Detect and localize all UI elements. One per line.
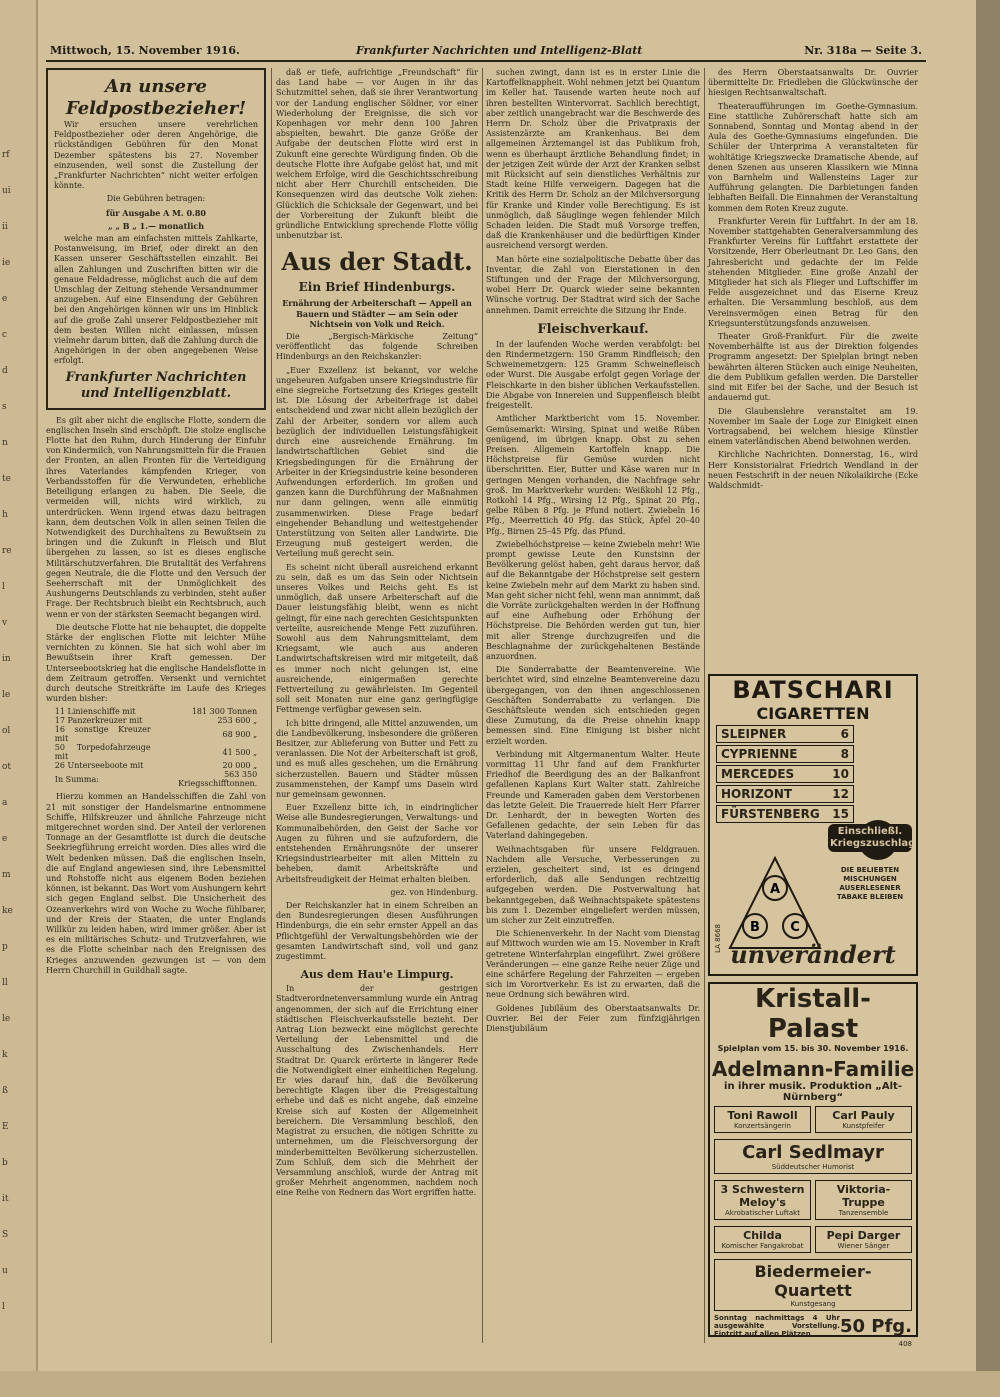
article-title-hindenburg: Ein Brief Hindenburgs. xyxy=(298,280,456,295)
act-box xyxy=(714,1226,811,1253)
act-box xyxy=(714,1106,811,1133)
act-name: Pepi Darger xyxy=(826,1229,901,1242)
section-title-aus-der-stadt: Aus der Stadt. xyxy=(281,247,473,277)
table-cell: In Summa: xyxy=(54,774,99,784)
edge-fragment: it xyxy=(2,1194,9,1204)
col1-body-3: Hierzu kommen an Handelsschiffen die Zahl von 21 mit sonstiger der Handelsmarine entnommene Schiffe, Hilfskreuzer und ähnliche Fahrzeuge nicht mitgerechnet worden sind. Der Anteil der verlorenen Tonnage an der Gesamtflotte ist durch die deutsche Seekriegführung erreicht worden. Dies alles wird die Welt bedenken müssen. Daß die englischen Inseln, die auf England angewiesen sind, ihre Lebensmittel und Rohstoffe nicht aus eigenem Boden beziehen können, ist bekannt. Das Wort vom Aushungern kehrt sich gegen England selbst. Die Unsicherheit des Ozeanverkehrs wird von Woche zu Woche fühlbarer, und der Kreis der Staaten, die unter Englands Willkür zu leiden haben, wird immer größer. Aber ist es ein militärisches Schutz- und Trutzverfahren, wie es die Flotte scheinbar nach den Ereignissen des Krieges anzuwenden gezwungen ist — von dem Herrn Churchill in Guildhall sagte. xyxy=(46,792,266,975)
edge-fragment: in xyxy=(2,654,11,664)
brand-price: 8 xyxy=(840,747,849,761)
act-closing xyxy=(714,1259,912,1311)
edge-fragment: S xyxy=(2,1230,9,1240)
col3-p3: In der laufenden Woche werden verabfolgt: bei den Rindermetzgern: 150 Gramm Rindfleisch; den Schweinemetzgern: 125 Gramm Schweinefleisch oder Wurst. Die Ausgabe erfolgt gegen Vorlage der Fleischkarte in den bisher üblichen Verkaufsstellen. Die Abgabe von Innereien und Suppenfleisch bleibt freigestellt. xyxy=(486,339,700,411)
page-header xyxy=(46,40,926,62)
table-cell: 41 500 „ xyxy=(222,747,258,757)
edge-fragment: c xyxy=(2,330,8,340)
emblem-letter: A xyxy=(769,882,781,897)
brand-price: 15 xyxy=(832,807,849,821)
act-name: Toni Rawoll xyxy=(727,1109,798,1122)
col3-p5: Zwiebelhöchstpreise — keine Zwiebeln mehr! Wie prompt gewisse Leute den Kunstsinn der Bevölkerung gelöst haben, geht daraus hervor, daß auf die Bekanntgabe der Höchstpreise seit gestern keine Zwiebeln mehr auf dem Markt zu haben sind. Man geht sicher nicht fehl, wenn man annimmt, daß die Vorräte zurückgehalten werden in der Hoffnung auf eine Aufhebung oder Erhöhung der Höchstpreise. Die Behörden werden gut tun, hier mit aller Strenge durchzugreifen und die Beschlagnahme der zurückgehaltenen Bestände anzuordnen. xyxy=(486,539,701,661)
table-row xyxy=(55,770,257,788)
brand-name: CYPRIENNE xyxy=(721,747,798,761)
act-box xyxy=(815,1180,912,1220)
act-sub: Wiener Sänger xyxy=(837,1242,890,1250)
brand-name: HORIZONT xyxy=(721,787,793,801)
kristall-palast-headline-sub: in ihrer musik. Produktion „Alt-Nürnberg“ xyxy=(724,1081,902,1103)
act-box xyxy=(815,1106,912,1133)
right-page-edge xyxy=(976,0,1000,1397)
kristall-palast-footer: Sonntag nachmittags 4 Uhr ausgewählte Vorstellung. Eintritt auf allen Plätzen xyxy=(714,1314,840,1338)
edge-fragment: b xyxy=(2,1158,8,1168)
edge-fragment: e xyxy=(2,834,8,844)
article-title-limpurg: Aus dem Hau'e Limpurg. xyxy=(300,968,454,982)
batschari-subtitle: CIGARETTEN xyxy=(756,704,870,723)
cigarette-brand-row xyxy=(716,765,854,783)
col3-p2: Man hörte eine sozialpolitische Debatte über das Inventar, die Zahl von Eierstationen in den Stiftungen und der Frage der Milchversorgung, wobei Herr Dr. Quarck wieder seine bekannten Wünsche vortrug. Der Stadtrat wird sich der Sache annehmen. Damit erreichte die Sitzung ihr Ende. xyxy=(486,254,700,315)
edge-fragment: m xyxy=(2,870,11,880)
edge-fragment: l xyxy=(2,1302,5,1312)
col2-p6: Der Reichskanzler hat in einem Schreiben an den Bundesregierungen diesen Ausführungen Hindenburgs, die ein sehr ernster Appell an das Pflichtgefühl der Verwaltungsbehörden wie der gesamten Landwirtschaft sind, voll und ganz zugestimmt. xyxy=(276,901,478,962)
col2-p1: Die „Bergisch-Märkische Zeitung“ veröffentlicht das folgende Schreiben Hindenburgs an den Reichskanzler: xyxy=(276,332,478,362)
emblem-letter: C xyxy=(790,920,800,935)
col2-intro: daß er tiefe, aufrichtige „Freundschaft“ für das Land habe — vor Augen in ihr das Schutzmittel sehen, daß sie ihrer Verantwortung vor der Landung englischer Söldner, vor einer Wiederholung der Ereignisse, die sich vor Kopenhagen vor mehr denn 100 Jahren abspielten, bewahrt. Die ganze Größe der Aufgabe der deutschen Flotte wird erst in Zukunft eine gerechte Würdigung finden. Ob die deutsche Flotte ihre Aufgabe gelöst hat, und mit welchem Erfolge, wird die Geschichtsschreibung nicht aber Herr Churchill entscheiden. Die Konsequenzen wird das deutsche Volk ziehen: Glücklich die Schicksale der Gegenwart, und bei der Vorbereitung der Zukunft bleibt die gründliche Entwicklung sprechende Flotte völlig unbenutzbar ist. xyxy=(276,68,478,241)
fee-label: Die Gebühren betragen: xyxy=(106,194,206,204)
batschari-footer: unverändert xyxy=(730,940,896,969)
edge-fragment: p xyxy=(2,942,8,952)
act-sub: Komischer Fangakrobat xyxy=(721,1242,804,1250)
brand-name: SLEIPNER xyxy=(721,727,787,741)
edge-fragment: ie xyxy=(2,258,11,268)
edge-fragment: ui xyxy=(2,186,11,196)
act-star xyxy=(714,1139,912,1174)
cigarette-brand-row xyxy=(716,745,854,763)
column-divider xyxy=(271,68,272,1343)
col3-p7: Verbindung mit Altgermanentum Walter. Heute vormittag 11 Uhr fand auf dem Frankfurter Friedhof die Beerdigung des an der Balkanfront gefallenen Kaplans Kurt Walter statt. Zahlreiche Freunde und Kameraden gaben dem Verstorbenen das letzte Geleit. Die Trauerrede hielt Herr Pfarrer Dr. Lenhardt, der in bewegten Worten des Gefallenen gedachte, der sein Leben für das Vaterland dahingegeben. xyxy=(486,749,700,841)
feldpost-notice-text-2: welche man am einfachsten mittels Zahlkarte, Postanweisung, im Brief, oder direkt an den Kassen unserer Geschäftsstellen einzahlt. Bei allen Zahlungen und Zuschriften bitten wir die genaue Feldadresse, möglichst auch die auf dem Umschlag der Zeitung stehende Versandnummer anzugeben. Auf eine Einsendung der Gebühren bei den Angehörigen können wir uns im Hinblick auf die große Zahl unserer Feldpostbezieher mit dem besten Willen nicht einlassen, müssen vielmehr darum bitten, daß die Zahlung durch die Angehörigen in der oben angegebenen Weise erfolgt. xyxy=(54,234,258,366)
col4-p6: Kirchliche Nachrichten. Donnerstag, 16., wird Herr Konsistorialrat Friedrich Wendland in der neuen Festschrift in der neuen Nikolaikirche (Ecke Waldschmidt- xyxy=(708,450,918,490)
header-masthead: Frankfurter Nachrichten und Intelligenz-Blatt xyxy=(356,44,643,57)
table-cell: 17 Panzerkreuzer mit xyxy=(54,716,143,726)
column-divider xyxy=(704,68,705,1343)
col2-p3: Es scheint nicht überall ausreichend erkannt zu sein, daß es um das Sein oder Nichtsein unseres Volkes und Reichs geht. Es ist unmöglich, daß unsere Arbeiterschaft auf die Dauer leistungsfähig bleibt, wenn es nicht gelingt, für eine nach gerechten Gesichtspunkten verteilte, ausreichende Menge Fett zuzuführen. Sowohl aus dem Nahrungsmittelamt, dem Kriegsamt, wie auch aus anderen Landwirtschaftskreisen wird mir mitgeteilt, daß es immer noch nicht gelungen ist, eine ausreichende, einigermaßen gerechte Fettverteilung zu gewährleisten. Im Gegenteil soll seit Monaten nur eine ganz geringfügige Fettmenge verfügbar gewesen sein. xyxy=(276,562,478,715)
col4-p5: Die Glaubenslehre veranstaltet am 19. November im Saale der Loge zur Einigkeit einen Vortragsabend, bei welchem hiesige Künstler einem vaterländischen Abend beiwohnen werden. xyxy=(708,406,918,447)
col1-body: Es gilt aber nicht die englische Flotte, sondern die englischen Inseln sind erschöpft. Die stolze englische Flotte hat den Ruhm, durch Hinderung der Einfuhr von Kindermilch, von Nahrungsmitteln für die Frauen der Fronten, an allen Fronten für die Verteidigung ihres Vaterlandes kämpfenden Krieger, von Verbandsstoffen für die Verwundeten, erhebliche Beteiligung erlangen zu haben. Die Seele, die vermeiden will, nichts wird wirklich, zu unterdrücken. Wenn irgend etwas dazu beitragen kann, dem deutschen Volk in allen seinen Teilen die Notwendigkeit des Durchhaltens zu Bewußtsein zu bringen und die Zukunft in Fleisch und Blut übergehen zu lassen, so ist es dieses englische Militärschutzverfahren. Die Brutalität des Verfahrens gegen Neutrale, die die Flotte und den Versuch der Seeherrschaft mit der Unmöglichkeit des Aushungerns Deutschlands zu verbinden, steht außer Frage. Der Rechtsbruch bleibt ein Rechtsbruch, auch wenn er von der stärksten Seemacht begangen wird. xyxy=(46,415,266,619)
act-name: Childa xyxy=(743,1229,782,1242)
col3-p8: Weihnachtsgaben für unsere Feldgrauen. Nachdem alle Versuche, Verbesserungen zu erzielen, gescheitert sind, ist es dringend erforderlich, daß alle Sendungen rechtzeitig aufgegeben werden. Die Postverwaltung hat bekanntgegeben, daß Weihnachtspakete spätestens bis zum 1. Dezember eingeliefert werden müssen, um sicher zur Zeit einzutreffen. xyxy=(486,844,700,926)
batschari-brand-list xyxy=(710,725,860,823)
table-cell: 563 350 Kriegsschifftonnen. xyxy=(178,770,258,789)
edge-fragment: e xyxy=(2,294,8,304)
act-box xyxy=(815,1226,912,1253)
act-star-sub: Süddeutscher Humorist xyxy=(771,1163,855,1171)
column-4 xyxy=(708,68,918,1348)
edge-fragment: k xyxy=(2,1050,8,1060)
act-row xyxy=(714,1103,912,1136)
col4-p1: des Herrn Oberstaatsanwalts Dr. Ouvrier übermittelte Dr. Friedleben die Glückwünsche der hiesigen Rechtsanwaltschaft. xyxy=(708,68,918,98)
col3-p9: Die Schienenverkehr. In der Nacht vom Dienstag auf Mittwoch wurden wie am 15. November in Kraft getretene Winterfahrplan eingeführt. Zwei größere Veränderungen — eine ganze Reihe neuer Züge und eine schärfere Regelung der Fahrzeiten — ergeben sich im Vorortverkehr. Es ist zu erwarten, daß die neue Ordnung sich bewähren wird. xyxy=(486,929,700,1000)
table-cell: 181 300 Tonnen xyxy=(191,707,258,717)
act-row xyxy=(714,1223,912,1256)
table-row xyxy=(55,743,257,761)
bottom-page-edge xyxy=(0,1371,1000,1397)
edge-fragment: E xyxy=(2,1122,9,1132)
col2-p2: „Euer Exzellenz ist bekannt, vor welche ungeheuren Aufgaben unsere Kriegsindustrie für eine siegreiche Fortsetzung des Krieges gestellt ist. Die Lösung der Arbeiterfrage ist dabei entscheidend und zwar nicht allein bezüglich der Zahl der Arbeiter, sondern vor allem auch bezüglich der individuellen Leistungsfähigkeit durch eine ausreichende Ernährung. Im landwirtschaftlichen Gebiet sind die Kriegsbedingungen für die Ernährung der Arbeiter in der Kriegsindustrie keine besonderen Aufwendungen erforderlich. Im großen und ganzen kann die Durchführung der Maßnahmen nur dann gelingen, wenn alle einmütig zusammenwirken. Diese Frage bedarf eingehender Behandlung und weitestgehender Unterstützung von Seiten aller Landwirte. Die Erzeugung muß gesteigert werden, die Verteilung muß gerecht sein. xyxy=(276,365,478,559)
kristall-palast-advertisement xyxy=(708,982,918,1348)
col2-signature: gez. von Hindenburg. xyxy=(390,887,478,897)
kristall-palast-dates: Spielplan vom 15. bis 30. November 1916. xyxy=(717,1044,909,1053)
feldpost-notice-box xyxy=(46,68,266,410)
kristall-palast-code: 408 xyxy=(898,1340,912,1348)
table-row xyxy=(55,707,257,716)
table-cell: 11 Linienschiffe mit xyxy=(54,707,136,717)
batschari-mark: LA 8668 xyxy=(714,924,722,953)
kristall-palast-price: 50 Pfg. xyxy=(839,1315,912,1337)
table-cell: 26 Unterseeboote mit xyxy=(54,761,144,771)
col2-p7: In der gestrigen Stadtverordnetenversammlung wurde ein Antrag angenommen, der sich auf die Errichtung einer städtischen Fleischverkaufsstelle bezieht. Der Antrag Lion bezweckt eine möglichst gerechte Verteilung der Lebensmittel und die Ausschaltung des Zwischenhandels. Herr Stadtrat Dr. Quarck erörterte in längerer Rede die Notwendigkeit einer einheitlichen Regelung. Er wies darauf hin, daß die Bevölkerung berechtigte Klagen über die Preisgestaltung erhebe und daß es nicht angehe, daß einzelne Kreise sich auf Kosten der Allgemeinheit bereichern. Die Versammlung beschloß, den Magistrat zu ersuchen, die nötigen Schritte zu unternehmen, um die Fleischversorgung der minderbemittelten Bevölkerung sicherzustellen. Zum Schluß, dem sich die Mehrheit der Versammlung anschloß, wurde der Antrag mit großer Mehrheit angenommen, nachdem noch eine Reihe von Rednern das Wort ergriffen hatte. xyxy=(276,984,478,1198)
col4-p3: Frankfurter Verein für Luftfahrt. In der am 18. November stattgehabten Generalversammlung des Frankfurter Vereins für Luftfahrt erstattete der Vorsitzende, Herr Oberleutnant Dr. Leo Gans, den Jahresbericht und gedachte der im Felde stehenden Mitglieder. Eine große Anzahl der Mitglieder hat sich als Flieger und Luftschiffer im Felde ausgezeichnet und das Eiserne Kreuz erhalten. Die Versammlung beschloß, aus dem Vereinsvermögen einen Betrag für den Kriegsunterstützungsfonds anzuweisen. xyxy=(708,216,918,328)
article-title-fleischverkauf: Fleischverkauf. xyxy=(537,321,649,337)
batschari-tagline: DIE BELIEBTEN MISCHUNGEN AUSERLESENER TABAKE BLEIBEN xyxy=(836,866,904,901)
act-sub: Konzertsängerin xyxy=(734,1122,791,1130)
kristall-palast-headline: Adelmann-Familie xyxy=(711,1057,915,1081)
edge-fragment: rf xyxy=(2,150,10,160)
act-sub: Akrobatischer Luftakt xyxy=(724,1209,800,1217)
col2-p4: Ich bitte dringend, alle Mittel anzuwenden, um die Landbevölkerung, insbesondere die größeren Besitzer, zur Ablieferung von Butter und Fett zu veranlassen. Die Not der Arbeiterschaft ist groß, und es muß alles geschehen, um die Ernährung sicherzustellen. Bauern und Städter müssen zusammenstehen, der Kampf ums Dasein wird nur gemeinsam gewonnen. xyxy=(276,718,478,799)
table-cell: 253 600 „ xyxy=(217,716,258,726)
col1-body-2: Die deutsche Flotte hat nie behauptet, die doppelte Stärke der englischen Flotte mit leichter Mühe vernichten zu können. Sie hat sich wohl aber im Bewußtsein ihrer Kraft gemessen. Der Unterseebootskrieg hat die englische Handelsflotte in dem Zeitraum getroffen. Versenkt und vernichtet durch deutsche Streitkräfte im Laufe des Krieges wurden bisher: xyxy=(46,622,266,704)
col3-p4: Amtlicher Marktbericht vom 15. November. Gemüsemarkt: Wirsing, Spinat und weiße Rüben genügend, im übrigen knapp. Obst zu sehen Preisen. Allgemein Kartoffeln knapp. Die Höchstpreise für Gemüse wurden nicht überschritten. Eier, Butter und Käse waren nur in geringen Mengen vorhanden, die Nachfrage sehr groß. Im Marktverkehr wurden: Weißkohl 12 Pfg., Rotkohl 14 Pfg., Wirsing 12 Pfg., Spinat 20 Pfg., gelbe Rüben 8 Pfg. je Pfund notiert. Zwiebeln 16 Pfg., Meerrettich 40 Pfg. das Stück, Äpfel 20–40 Pfg., Birnen 25–45 Pfg. das Pfund. xyxy=(486,414,700,536)
act-box xyxy=(714,1180,811,1220)
kristall-palast-title: Kristall-Palast xyxy=(755,984,871,1044)
edge-fragment: s xyxy=(2,402,7,412)
edge-fragment: le xyxy=(2,1014,11,1024)
column-divider xyxy=(482,68,483,1343)
cigarette-brand-row xyxy=(716,725,854,743)
act-row xyxy=(714,1177,912,1223)
kristall-palast-footer-row xyxy=(714,1314,912,1338)
edge-fragment: ll xyxy=(2,978,8,988)
column-4-text xyxy=(708,68,918,668)
edge-fragment: a xyxy=(2,798,8,808)
edge-fragment: n xyxy=(2,438,8,448)
col2-p5: Euer Exzellenz bitte ich, in eindringlicher Weise alle Bundesregierungen, Verwaltungs- und Kommunalbehörden, den Geist der Sache vor Augen zu führen und sie aufzufordern, die entstehenden Ernährungsnöte der unserer Kriegsindustriearbeiter mit allen Mitteln zu beheben, damit Arbeitskräfte und Arbeitsfreudigkeit der Heimat erhalten bleiben. xyxy=(276,803,478,884)
act-grid xyxy=(710,1177,916,1256)
edge-fragment: re xyxy=(2,546,12,556)
col3-p1: suchen zwingt, dann ist es in erster Linie die Kartoffelknappheit. Wohl nehmen jetzt bei Quantum im Keller hat. Tausende warten heute noch auf ihren bestellten Wintervorrat. Sachlich berechtigt, aber zeitlich unangebracht war die Beschwerde des Herrn Dr. Scholz über die Privatpraxis der Assistenzärzte am Krankenhaus. Bei dem allgemeinen Ärztemangel ist das Publikum froh, wenn es überhaupt ärztliche Behandlung findet; in der jetzigen Zeit würde der Arzt der Kranken selbst mit Rücksicht auf sein dienstliches Verhältnis zur Stadt keine Hilfe verweigern. Dagegen hat die Kritik des Herrn Dr. Scholz an der Milchversorgung für Kranke und Kinder volle Berechtigung. Es ist unmöglich, daß Säuglinge wegen fehlender Milch Schaden leiden. Die Stadt muß Vorsorge treffen, daß die Krankenhäuser und die bedürftigen Kinder ausreichend versorgt werden. xyxy=(486,68,700,251)
col3-p10: Goldenes Jubiläum des Oberstaatsanwalts Dr. Ouvrier. Bei der Feier zum fünfzigjährigen Dienstjubiläum xyxy=(486,1003,700,1034)
fee-a: für Ausgabe A M. 0.80 xyxy=(106,207,206,218)
brand-name: FÜRSTENBERG xyxy=(721,807,820,821)
table-row xyxy=(55,761,257,770)
feldpost-notice-signature: Frankfurter Nachrichten und Intelligenzblatt. xyxy=(65,369,247,401)
edge-fragment: h xyxy=(2,510,8,520)
batschari-title: BATSCHARI xyxy=(732,676,894,704)
brand-name: MERCEDES xyxy=(721,767,795,781)
col4-p2: Theateraufführungen im Goethe-Gymnasium. Eine stattliche Zuhörerschaft hatte sich am Sonnabend, Sonntag und Montag abend in der Aula des Goethe-Gymnasiums eingefunden. Die Schüler der Unterprima A veranstalteten für wohltätige Kriegszwecke Dramatische Abende, auf denen Szenen aus unseren Klassikern wie Minna von Barnhelm und Wallensteins Lager zur Aufführung gelangten. Die Darbietungen fanden lebhaften Beifall. Die Einnahmen der Veranstaltung kommen dem Roten Kreuz zugute. xyxy=(708,101,918,213)
fee-b: „ „ B „ 1.— monatlich xyxy=(107,220,205,231)
column-3 xyxy=(486,68,700,1343)
brand-price: 6 xyxy=(840,727,849,741)
feldpost-notice-title: An unsere Feldpostbezieher! xyxy=(65,76,247,119)
emblem-letter: B xyxy=(750,920,760,935)
table-row xyxy=(55,716,257,725)
cigarette-brand-row xyxy=(716,785,854,803)
edge-fragment: ii xyxy=(2,222,8,232)
table-row xyxy=(55,725,257,743)
column-1 xyxy=(46,68,266,1343)
act-closing-sub: Kunstgesang xyxy=(790,1300,836,1308)
edge-fragment: le xyxy=(2,690,11,700)
act-sub: Tanzensemble xyxy=(838,1209,889,1217)
col3-p6: Die Sonderrabatte der Beamtenvereine. Wie berichtet wird, sind einzelne Beamtenvereine dazu übergegangen, von den ihnen angeschlossenen Geschäften Sonderrabatte zu verlangen. Die Geschäftsleute wenden sich entschieden gegen diese Zumutung, da die Preise ohnehin knapp bemessen sind. Eine Einigung ist bisher nicht erzielt worden. xyxy=(486,665,700,746)
col4-p4: Theater Groß-Frankfurt. Für die zweite Novemberhälfte ist aus der Direktion folgendes Programm angesetzt: Der Spielplan bringt neben bewährten älteren Stücken auch einige Neuheiten, die dem Publikum gefallen werden. Die Darsteller sind mit Eifer bei der Sache, und der Besuch ist andauernd gut. xyxy=(708,332,918,403)
act-name: Carl Pauly xyxy=(832,1109,895,1122)
batschari-badge: Einschließl. Kriegszuschlag xyxy=(828,824,912,852)
triangle-emblem-icon xyxy=(730,858,820,948)
header-date: Mittwoch, 15. November 1916. xyxy=(50,44,240,57)
sunk-ships-table xyxy=(55,707,257,788)
header-page-number: Nr. 318a — Seite 3. xyxy=(804,44,922,57)
edge-fragment: l xyxy=(2,582,5,592)
brand-price: 12 xyxy=(832,787,849,801)
edge-fragment: ol xyxy=(2,726,11,736)
table-cell: 16 sonstige Kreuzer mit xyxy=(54,725,151,744)
table-cell: 20 000 „ xyxy=(222,761,258,771)
table-cell: 50 Torpedofahrzeuge mit xyxy=(54,743,151,762)
edge-fragment: ot xyxy=(2,762,12,772)
edge-fragment: u xyxy=(2,1266,8,1276)
brand-price: 10 xyxy=(832,767,849,781)
act-name: Viktoria-Truppe xyxy=(836,1183,891,1209)
act-name: 3 Schwestern Meloy's xyxy=(720,1183,805,1209)
act-closing-name: Biedermeier-Quartett xyxy=(754,1262,872,1300)
edge-fragment: te xyxy=(2,474,11,484)
table-cell: 68 900 „ xyxy=(222,729,258,739)
edge-fragment: v xyxy=(2,618,8,628)
feldpost-notice-text: Wir ersuchen unsere verehrlichen Feldpostbezieher oder deren Angehörige, die rückständigen Gebühren für den Monat Dezember spätestens bis 27. November einzusenden, weil sonst die Zustellung der „Frankfurter Nachrichten“ nicht weiter erfolgen könnte. xyxy=(54,120,258,191)
act-star-name: Carl Sedlmayr xyxy=(742,1142,884,1163)
edge-fragment: ke xyxy=(2,906,13,916)
article-lead: Ernährung der Arbeiterschaft — Appell an Bauern und Städter — am Sein oder Nichtsein von Volk und Reich. xyxy=(282,298,472,329)
previous-page-edge xyxy=(0,0,38,1397)
batschari-advertisement xyxy=(708,674,918,976)
edge-fragment: ß xyxy=(2,1086,9,1096)
column-2 xyxy=(276,68,478,1343)
edge-fragment: d xyxy=(2,366,8,376)
act-sub: Kunstpfeifer xyxy=(842,1122,885,1130)
